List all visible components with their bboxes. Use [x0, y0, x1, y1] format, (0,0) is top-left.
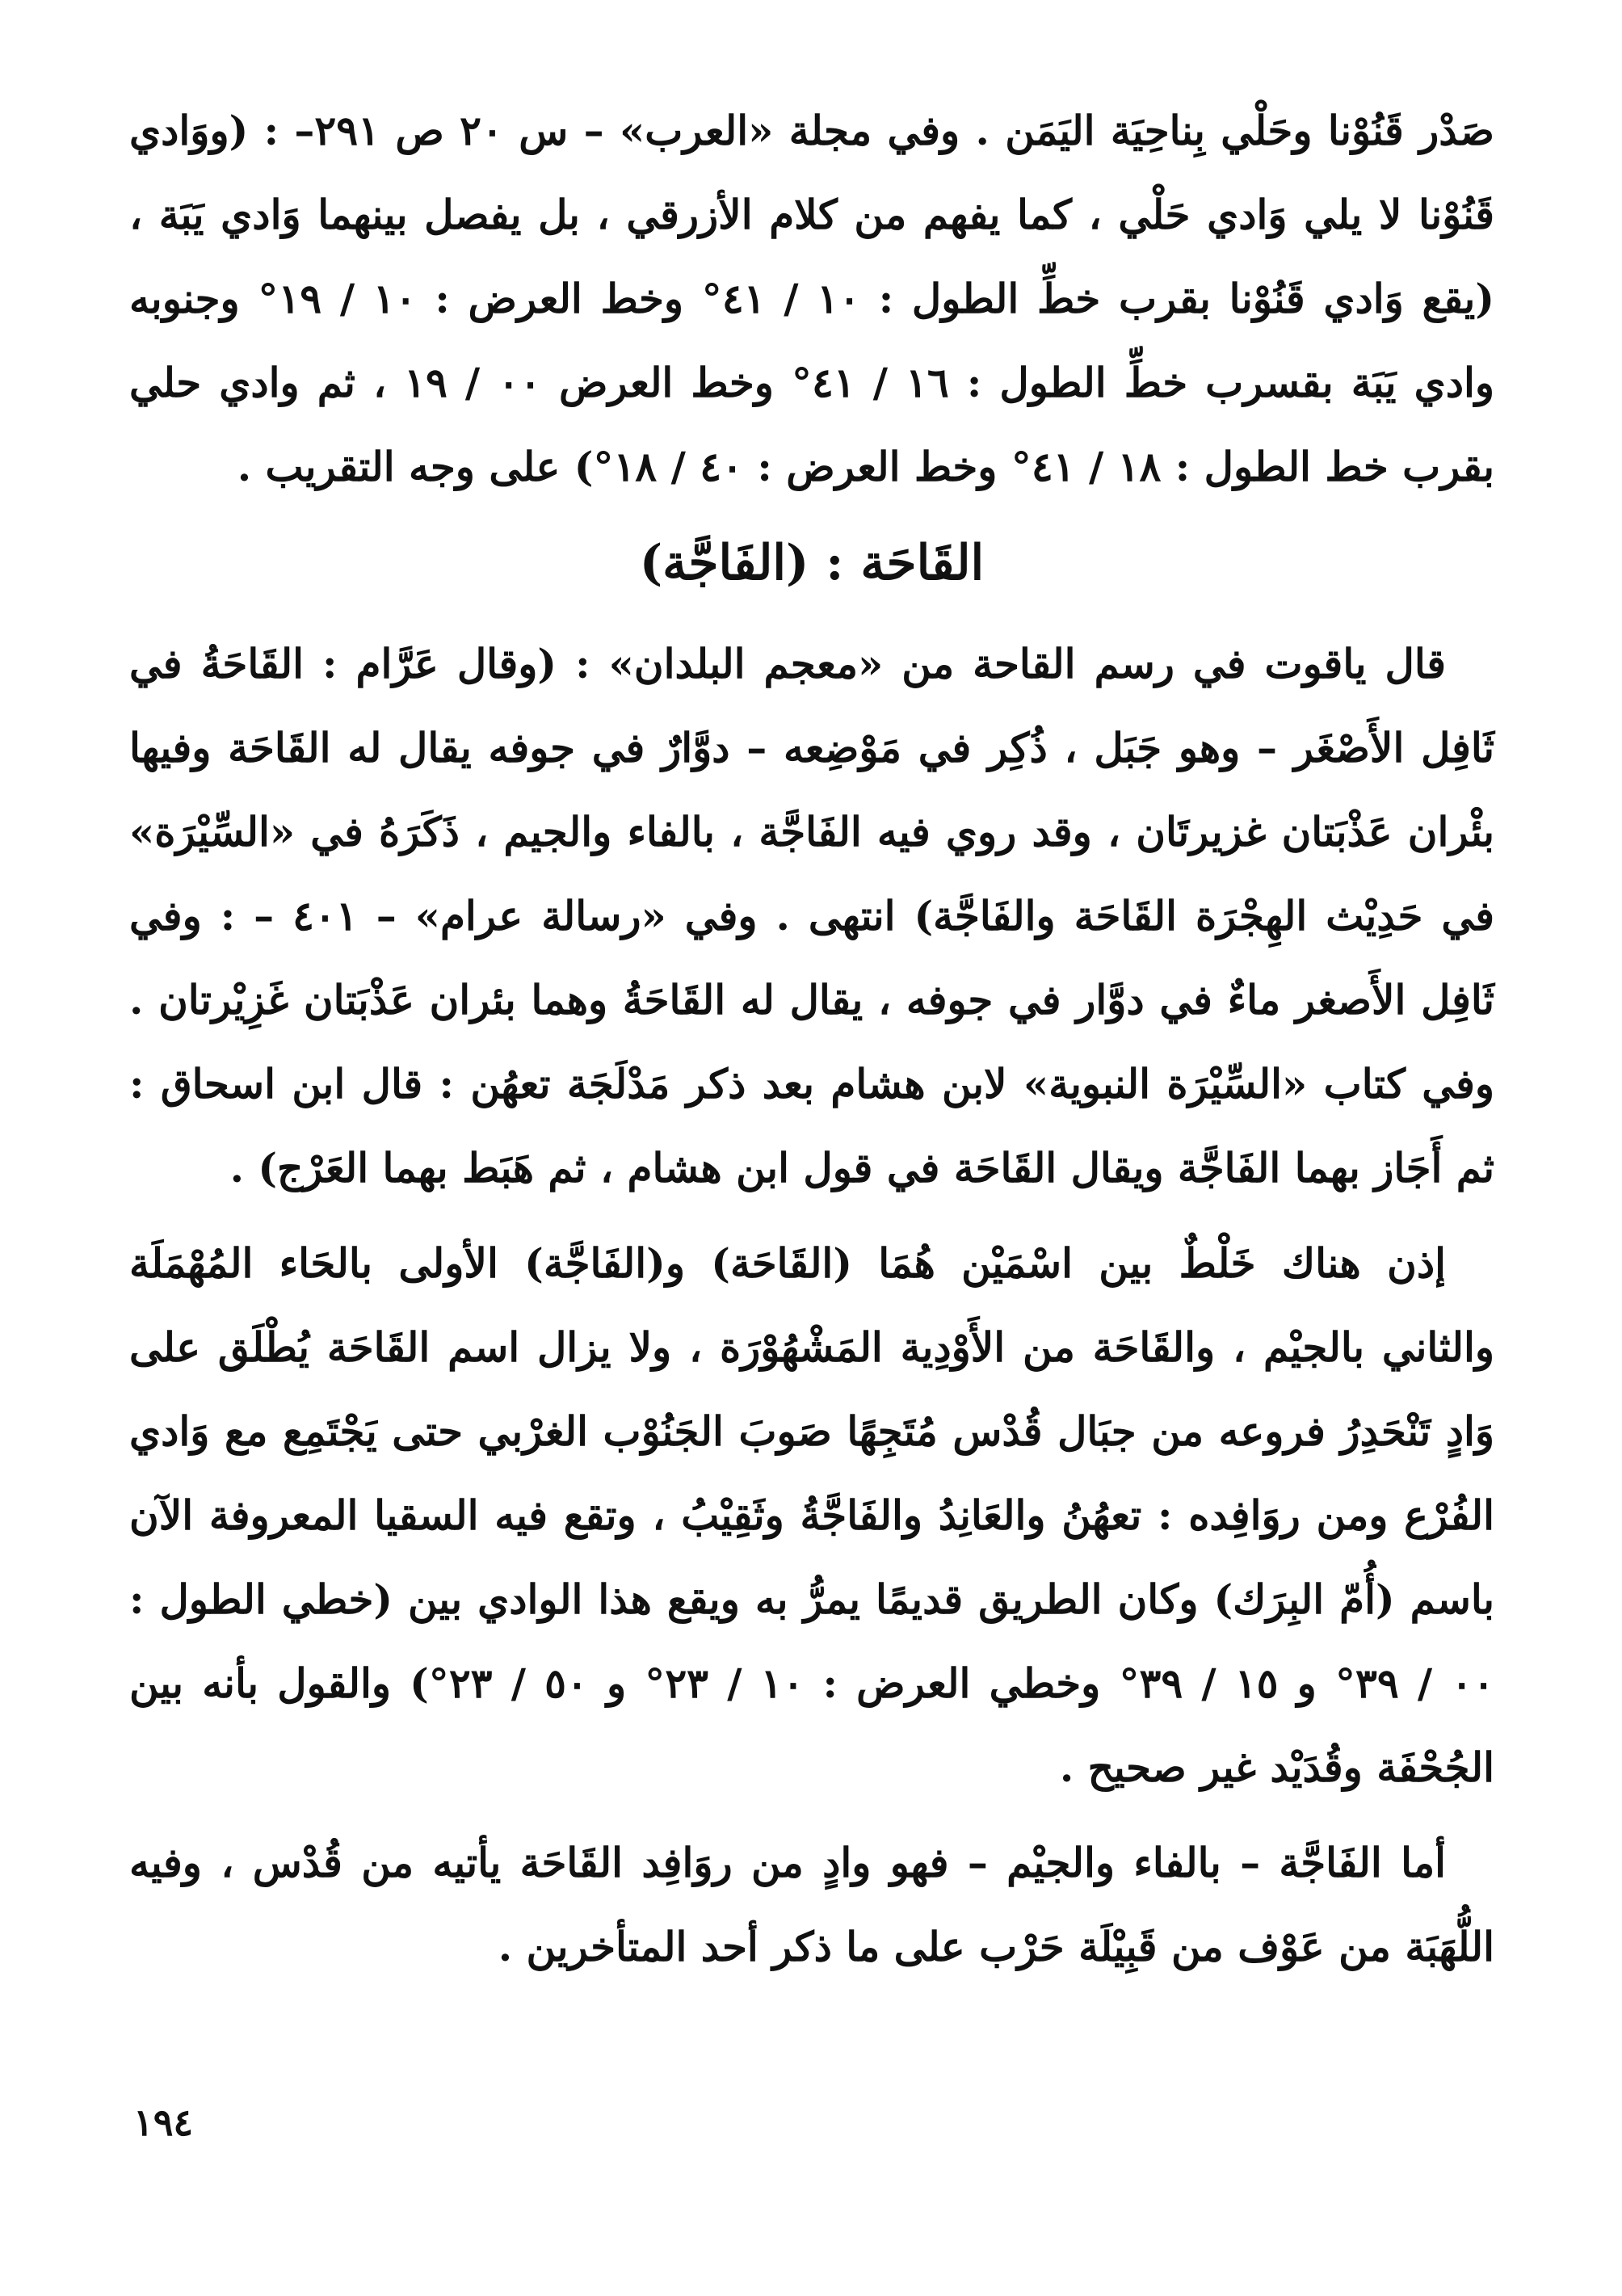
section-heading: القَاحَة : (الفَاجَّة) [639, 535, 985, 591]
paragraph-fajja: أما الفَاجَّة – بالفاء والجيْم – فهو وادٍ من روَافِد القَاحَة يأتيه من قُدْس ، وفيه اللُّهَبَة من عَوْف من قَبِيْلَة حَرْب على ما ذكر أحد المتأخرين . [129, 1839, 1494, 1970]
paragraph-yaqut-quote: قال ياقوت في رسم القاحة من «معجم البلدان» : (وقال عَرَّام : القَاحَةُ في ثَافِل الأَصْغَر – وهو جَبَل ، ذُكِر في مَوْضِعه – دوَّارٌ في جوفه يقال له القَاحَة وفيها بئْران عَذْبَتان غزيرتَان ، وقد روي فيه الفَاجَّة ، بالفاء والجيم ، ذَكَرَهُ في «السِّيْرَة» في حَدِيْث الهِجْرَة القَاحَة والفَاجَّة) انتهى . وفي «رسالة عرام» – ٤٠١ – : وفي ثَافِل الأَصغر ماءٌ في دوَّار في جوفه ، يقال له القَاحَةُ وهما بئران عَذْبَتان غَزِيْرتان . وفي كتاب «السِّيْرَة النبوية» لابن هشام بعد ذكر مَدْلَجَة تعهُن : قال ابن اسحاق : ثم أَجَاز بهما الفَاجَّة ويقال القَاحَة في قول ابن هشام ، ثم هَبَط بهما العَرْج) . [129, 640, 1494, 1192]
paragraph-confusion-names: إذن هناك خَلْطٌ بين اسْمَيْن هُمَا (القَاحَة) و(الفَاجَّة) الأولى بالحَاء المُهْمَلَة والثاني بالجيْم ، والقَاحَة من الأَوْدِية المَشْهُوْرَة ، ولا يزال اسم القَاحَة يُطْلَق على وَادٍ تَنْحَدِرُ فروعه من جبَال قُدْس مُتَجِهًا صَوبَ الجَنُوْب الغرْبي حتى يَجْتَمِع مع وَادي الفُرْع ومن روَافِده : تعهُنُ والعَانِدُ والفَاجَّةُ وثَقِيْبُ ، وتقع فيه السقيا المعروفة الآن باسم (أُمّ البِرَك) وكان الطريق قديمًا يمرُّ به ويقع هذا الوادي بين (خطي الطول : ٠٠ / ٣٩° و ١٥ / ٣٩° وخطي العرض : ١٠ / ٢٣° و ٥٠ / ٢٣°) والقول بأنه بين الجُحْفَة وقُدَيْد غير صحيح . [129, 1239, 1495, 1791]
page-number: ١٩٤ [133, 2100, 194, 2144]
document-page [129, 89, 1494, 2222]
paragraph-qanuna: صَدْر قَنُوْنا وحَلْي بِناحِيَة اليَمَن . وفي مجلة «العرب» – س ٢٠ ص ٢٩١– : (ووَادي قَنُوْنا لا يلي وَادي حَلْي ، كما يفهم من كلام الأزرقي ، بل يفصل بينهما وَادي يَبَة ، (يقع وَادي قَنُوْنا بقرب خطِّ الطول : ١٠ / ٤١° وخط العرض : ١٠ / ١٩° وجنوبه وادي يَبَة بقسرب خطِّ الطول : ١٦ / ٤١° وخط العرض ٠٠ / ١٩ ، ثم وادي حلي بقرب خط الطول : ١٨ / ٤١° وخط العرض : ٤٠ / ١٨°) على وجه التقريب . [129, 107, 1495, 490]
